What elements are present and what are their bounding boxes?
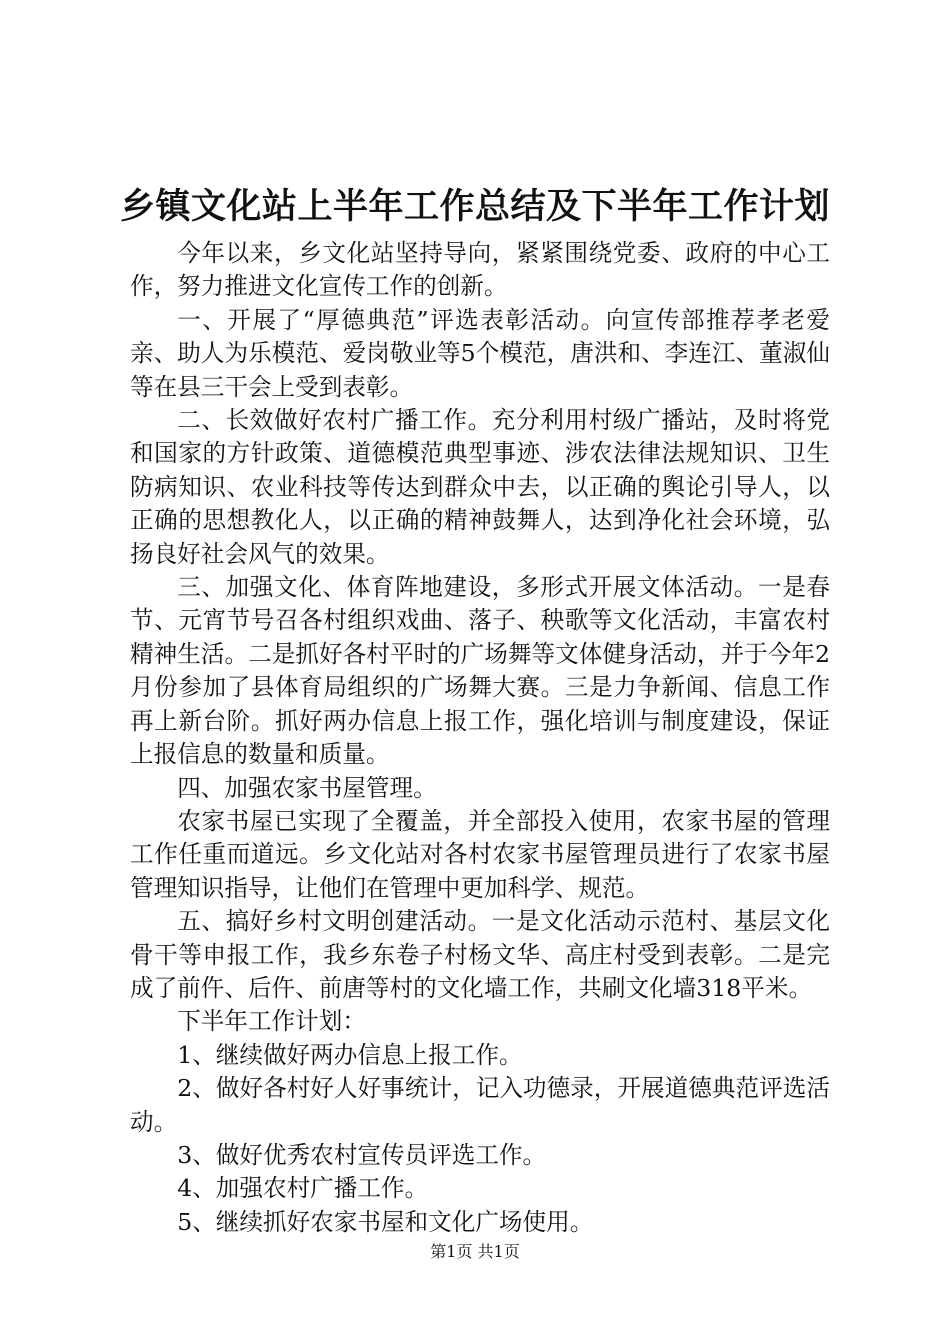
- plan-item-4: 4、加强农村广播工作。: [177, 1174, 429, 1203]
- plan-item-5: 5、继续抓好农家书屋和文化广场使用。: [177, 1207, 594, 1236]
- paragraph-section-2: 二、长效做好农村广播工作。充分利用村级广播站，及时将党和国家的方针政策、道德模范典型事迹、涉农法律法规知识、卫生防病知识、农业科技等传达到群众中去，以正确的舆论引导人，以正确的思想教化人，以正确的精神鼓舞人，达到净化社会环境，弘扬良好社会风气的效果。: [130, 406, 830, 568]
- plan-item-1: 1、继续做好两办信息上报工作。: [177, 1040, 523, 1069]
- document-body: [130, 237, 830, 1239]
- page-footer: 第1页 共1页: [430, 1242, 520, 1261]
- paragraph-section-3: 三、加强文化、体育阵地建设，多形式开展文体活动。一是春节、元宵节号召各村组织戏曲、落子、秧歌等文化活动，丰富农村精神生活。二是抓好各村平时的广场舞等文体健身活动，并于今年2月份参加了县体育局组织的广场舞大赛。三是力争新闻、信息工作再上新台阶。抓好两办信息上报工作，强化培训与制度建设，保证上报信息的数量和质量。: [130, 573, 830, 769]
- plan-item-3: 3、做好优秀农村宣传员评选工作。: [177, 1140, 547, 1169]
- paragraph-section-1: 一、开展了“厚德典范”评选表彰活动。向宣传部推荐孝老爱亲、助人为乐模范、爱岗敬业等5个模范，唐洪和、李连江、董淑仙等在县三干会上受到表彰。: [130, 305, 830, 401]
- paragraph-section-4-heading: 四、加强农家书屋管理。: [177, 773, 437, 802]
- paragraph-section-5: 五、搞好乡村文明创建活动。一是文化活动示范村、基层文化骨干等申报工作，我乡东卷子村杨文华、高庄村受到表彰。二是完成了前仵、后仵、前唐等村的文化墙工作，共刷文化墙318平米。: [130, 907, 830, 1002]
- plan-heading: 下半年工作计划：: [177, 1007, 366, 1036]
- paragraph-section-4-body: 农家书屋已实现了全覆盖，并全部投入使用，农家书屋的管理工作任重而道远。乡文化站对各村农家书屋管理员进行了农家书屋管理知识指导，让他们在管理中更加科学、规范。: [130, 806, 830, 902]
- document-title: 乡镇文化站上半年工作总结及下半年工作计划: [119, 187, 830, 227]
- plan-item-2: 2、做好各村好人好事统计，记入功德录，开展道德典范评选活动。: [130, 1074, 830, 1136]
- paragraph-intro: 今年以来，乡文化站坚持导向，紧紧围绕党委、政府的中心工作，努力推进文化宣传工作的创新。: [130, 239, 830, 301]
